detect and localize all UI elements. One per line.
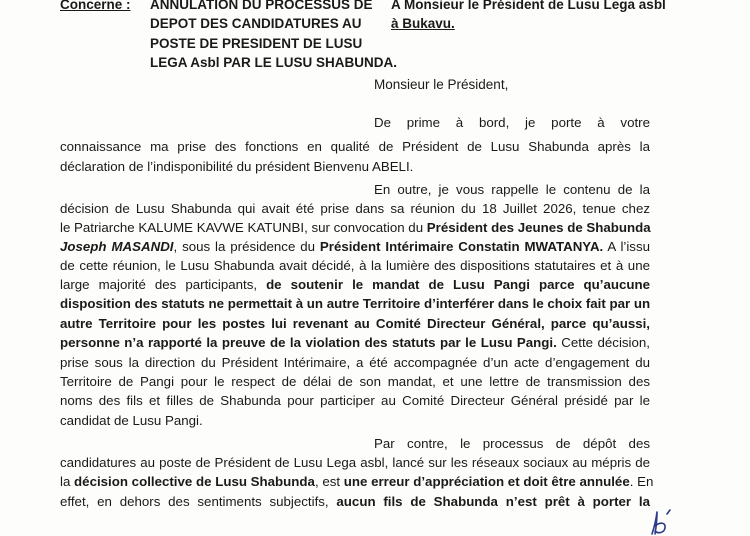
subject-line: LEGA Asbl PAR LE LUSU SHABUNDA. (150, 55, 398, 70)
bold-text: Président Intérimaire Constatin MWATANYA. (319, 239, 604, 254)
text-run: la (60, 474, 75, 489)
paragraph-line (60, 474, 654, 490)
paragraph-line: candidat de Lusu Pangi. (60, 413, 203, 428)
paragraph-line (60, 316, 650, 332)
paragraph-line (60, 494, 650, 510)
paragraph-line (60, 296, 650, 312)
text-run: , est (314, 474, 344, 489)
paragraph-line: Territoire de Pangi pour le respect de délai de son mandat, et une lettre de transmission des (60, 374, 650, 389)
bold-text: Président des Jeunes de Shabunda (426, 220, 651, 235)
text-run: A l’issu (603, 239, 650, 254)
bold-italic-text: Joseph MASANDI (60, 239, 174, 254)
subject-line: DEPOT DES CANDIDATURES AU (150, 16, 362, 31)
paragraph-line: déclaration de l’indisponibilité du président Bienvenu ABELI. (60, 159, 414, 174)
paragraph-line (60, 335, 650, 351)
paragraph-line: noms des fils et filles de Shabunda pour participer au Comité Directeur Général présidé par le (60, 393, 650, 408)
concerne-label: Concerne : (60, 0, 131, 12)
paragraph-line (60, 239, 650, 255)
subject-line: ANNULATION DU PROCESSUS DE (150, 0, 373, 12)
bold-text: disposition des statuts ne permettait à un autre Territoire d’interférer dans le choix fait par un (60, 296, 651, 311)
salutation: Monsieur le Président, (374, 77, 509, 92)
text-run: effet, en dehors des sentiments subjectifs, (60, 494, 337, 509)
paragraph-line: De prime à bord, je porte à votre (374, 115, 650, 130)
bold-text: aucun fils de Shabunda n’est prêt à porter la (336, 494, 650, 509)
bold-text: décision collective de Lusu Shabunda (74, 474, 315, 489)
paragraph-line: En outre, je vous rappelle le contenu de la (374, 182, 650, 197)
paragraph-line: connaissance ma prise des fonctions en qualité de Président de Lusu Shabunda après la (60, 139, 650, 154)
paragraph-line (60, 220, 650, 236)
paragraph-line: Par contre, le processus de dépôt des (374, 436, 650, 451)
paragraph-line: candidatures au poste de Président de Lusu Lega asbl, lancé sur les réseaux sociaux au mépris de (60, 455, 650, 470)
paragraph-line: de cette réunion, le Lusu Shabunda avait décidé, à la lumière des dispositions statutaires et à une (60, 258, 650, 273)
text-run: le Patriarche KALUME KAVWE KATUNBI, sur convocation du (60, 220, 427, 235)
subject-line: POSTE DE PRESIDENT DE LUSU (150, 36, 363, 51)
text-run: , sous la présidence du (173, 239, 320, 254)
bold-text: une erreur d’appréciation et doit être annulée (343, 474, 630, 489)
text-run: large majorité des participants, (60, 277, 267, 292)
text-run: Cette décision, (556, 335, 650, 350)
bold-text: de soutenir le mandat de Lusu Pangi parce qu’aucune (266, 277, 650, 292)
addressee-city: à Bukavu. (391, 16, 455, 31)
paragraph-line: décision de Lusu Shabunda qui avait été prise dans sa réunion du 18 Juillet 2026, tenue chez (60, 201, 650, 216)
bold-text: autre Territoire pour les postes lui revenant au Comité Directeur Général, parce qu’aussi, (60, 316, 650, 331)
paragraph-line: prise sous la direction du Président Intérimaire, a été accompagnée d’un acte d’engagement du (60, 355, 650, 370)
text-run: . En (629, 474, 654, 489)
addressee-line: A Monsieur le Président de Lusu Lega asbl (391, 0, 666, 12)
bold-text: personne n’a rapporté la preuve de la violation des statuts par le Lusu Pangi. (60, 335, 557, 350)
paragraph-line (60, 277, 650, 293)
handwritten-initials-icon (648, 508, 674, 536)
